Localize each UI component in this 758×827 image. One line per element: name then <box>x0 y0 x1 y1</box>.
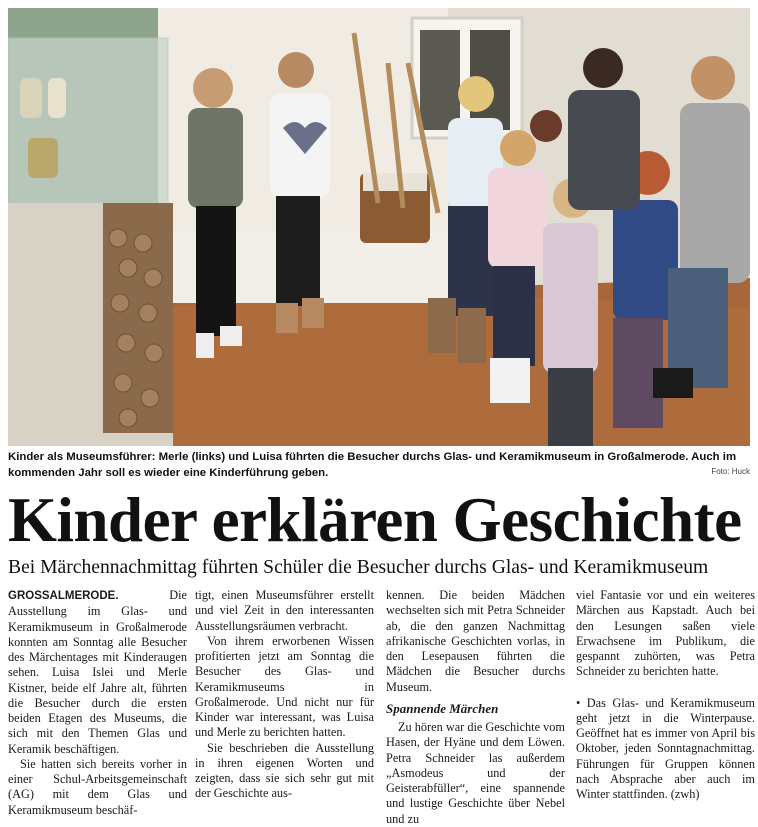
headline: Kinder erklären Geschichte <box>8 485 742 555</box>
article-column-2 <box>195 588 374 802</box>
paragraph: kennen. Die beiden Mädchen wechselten sich mit Petra Schneider ab, die den ganzen Nachmittag afrikanische Geschichten vorlas, in den Lesepausen führten die Mädchen die Besucher durchs Museum. <box>386 588 565 694</box>
info-note: • Das Glas- und Keramikmuseum geht jetzt in die Winterpause. Geöffnet hat es immer von April bis Oktober, jeden Sonntagnachmittag. Führungen für Gruppen können nach Absprache aber auch im Winter stattfinden. (zwh) <box>576 695 755 801</box>
photo-caption: Kinder als Museumsführer: Merle (links) und Luisa führten die Besucher durchs Glas- und Keramikmuseum in Großalmerode. Auch im kommenden Jahr soll es wieder eine Kinderführung geben. <box>8 451 737 479</box>
subheadline: Bei Märchennachmittag führten Schüler die Besucher durchs Glas- und Keramikmuseum <box>8 557 709 578</box>
paragraph-text: Die Ausstellung im Glas- und Keramikmuseum in Großalmerode konnten am Sonntag alle Besucher des Märchentages mit Kinderaugen sehen. Luisa Islei und Merle Kistner, beide elf Jahre alt, führten die Besucher durch die ersten beiden Etagen des Museums, die sich mit den Themen Glas und Keramik beschäftigen. <box>8 588 187 756</box>
article-column-4 <box>576 588 755 802</box>
paragraph: viel Fantasie vor und ein weiteres Märchen aus Kapstadt. Auch bei den Lesungen saßen viele Erwachsene im Publikum, die gespannt zuhörten, was Petra Schneider zu berichten hatte. <box>576 588 755 679</box>
article-column-3 <box>386 588 565 827</box>
paragraph: Von ihrem erworbenen Wissen profitierten jetzt am Sonntag die Besucher des Glas- und Keramikmuseums in Großalmerode. Und nicht nur für Kinder war interessant, was Luisa und Merle zu berichten hatten. <box>195 633 374 740</box>
paragraph: Sie hatten sich bereits vorher in einer Schul-Arbeitsgemeinschaft (AG) mit dem Glas und Keramikmuseum beschäf- <box>8 756 187 817</box>
section-subheading: Spannende Märchen <box>386 700 499 716</box>
article-photo <box>8 8 750 446</box>
paragraph: Zu hören war die Geschichte vom Hasen, der Hyäne und dem Löwen. Petra Schneider las außerdem „Asmodeus und der Geisterabfüller“, eine spannende und lustige Geschichte über Nebel und zu <box>386 720 565 826</box>
article-column-1 <box>8 588 187 818</box>
paragraph: Sie beschrieben die Ausstellung in ihren eigenen Worten und zeigten, dass sie sich sehr gut mit der Geschichte aus- <box>195 740 374 801</box>
photo-image <box>8 8 750 446</box>
dateline: GROSSALMERODE. <box>8 590 119 602</box>
paragraph: tigt, einen Museumsführer erstellt und viel Zeit in den interessanten Ausstellungsräumen verbracht. <box>195 588 374 633</box>
photo-credit: Foto: Huck <box>711 467 750 476</box>
paragraph <box>8 588 187 757</box>
